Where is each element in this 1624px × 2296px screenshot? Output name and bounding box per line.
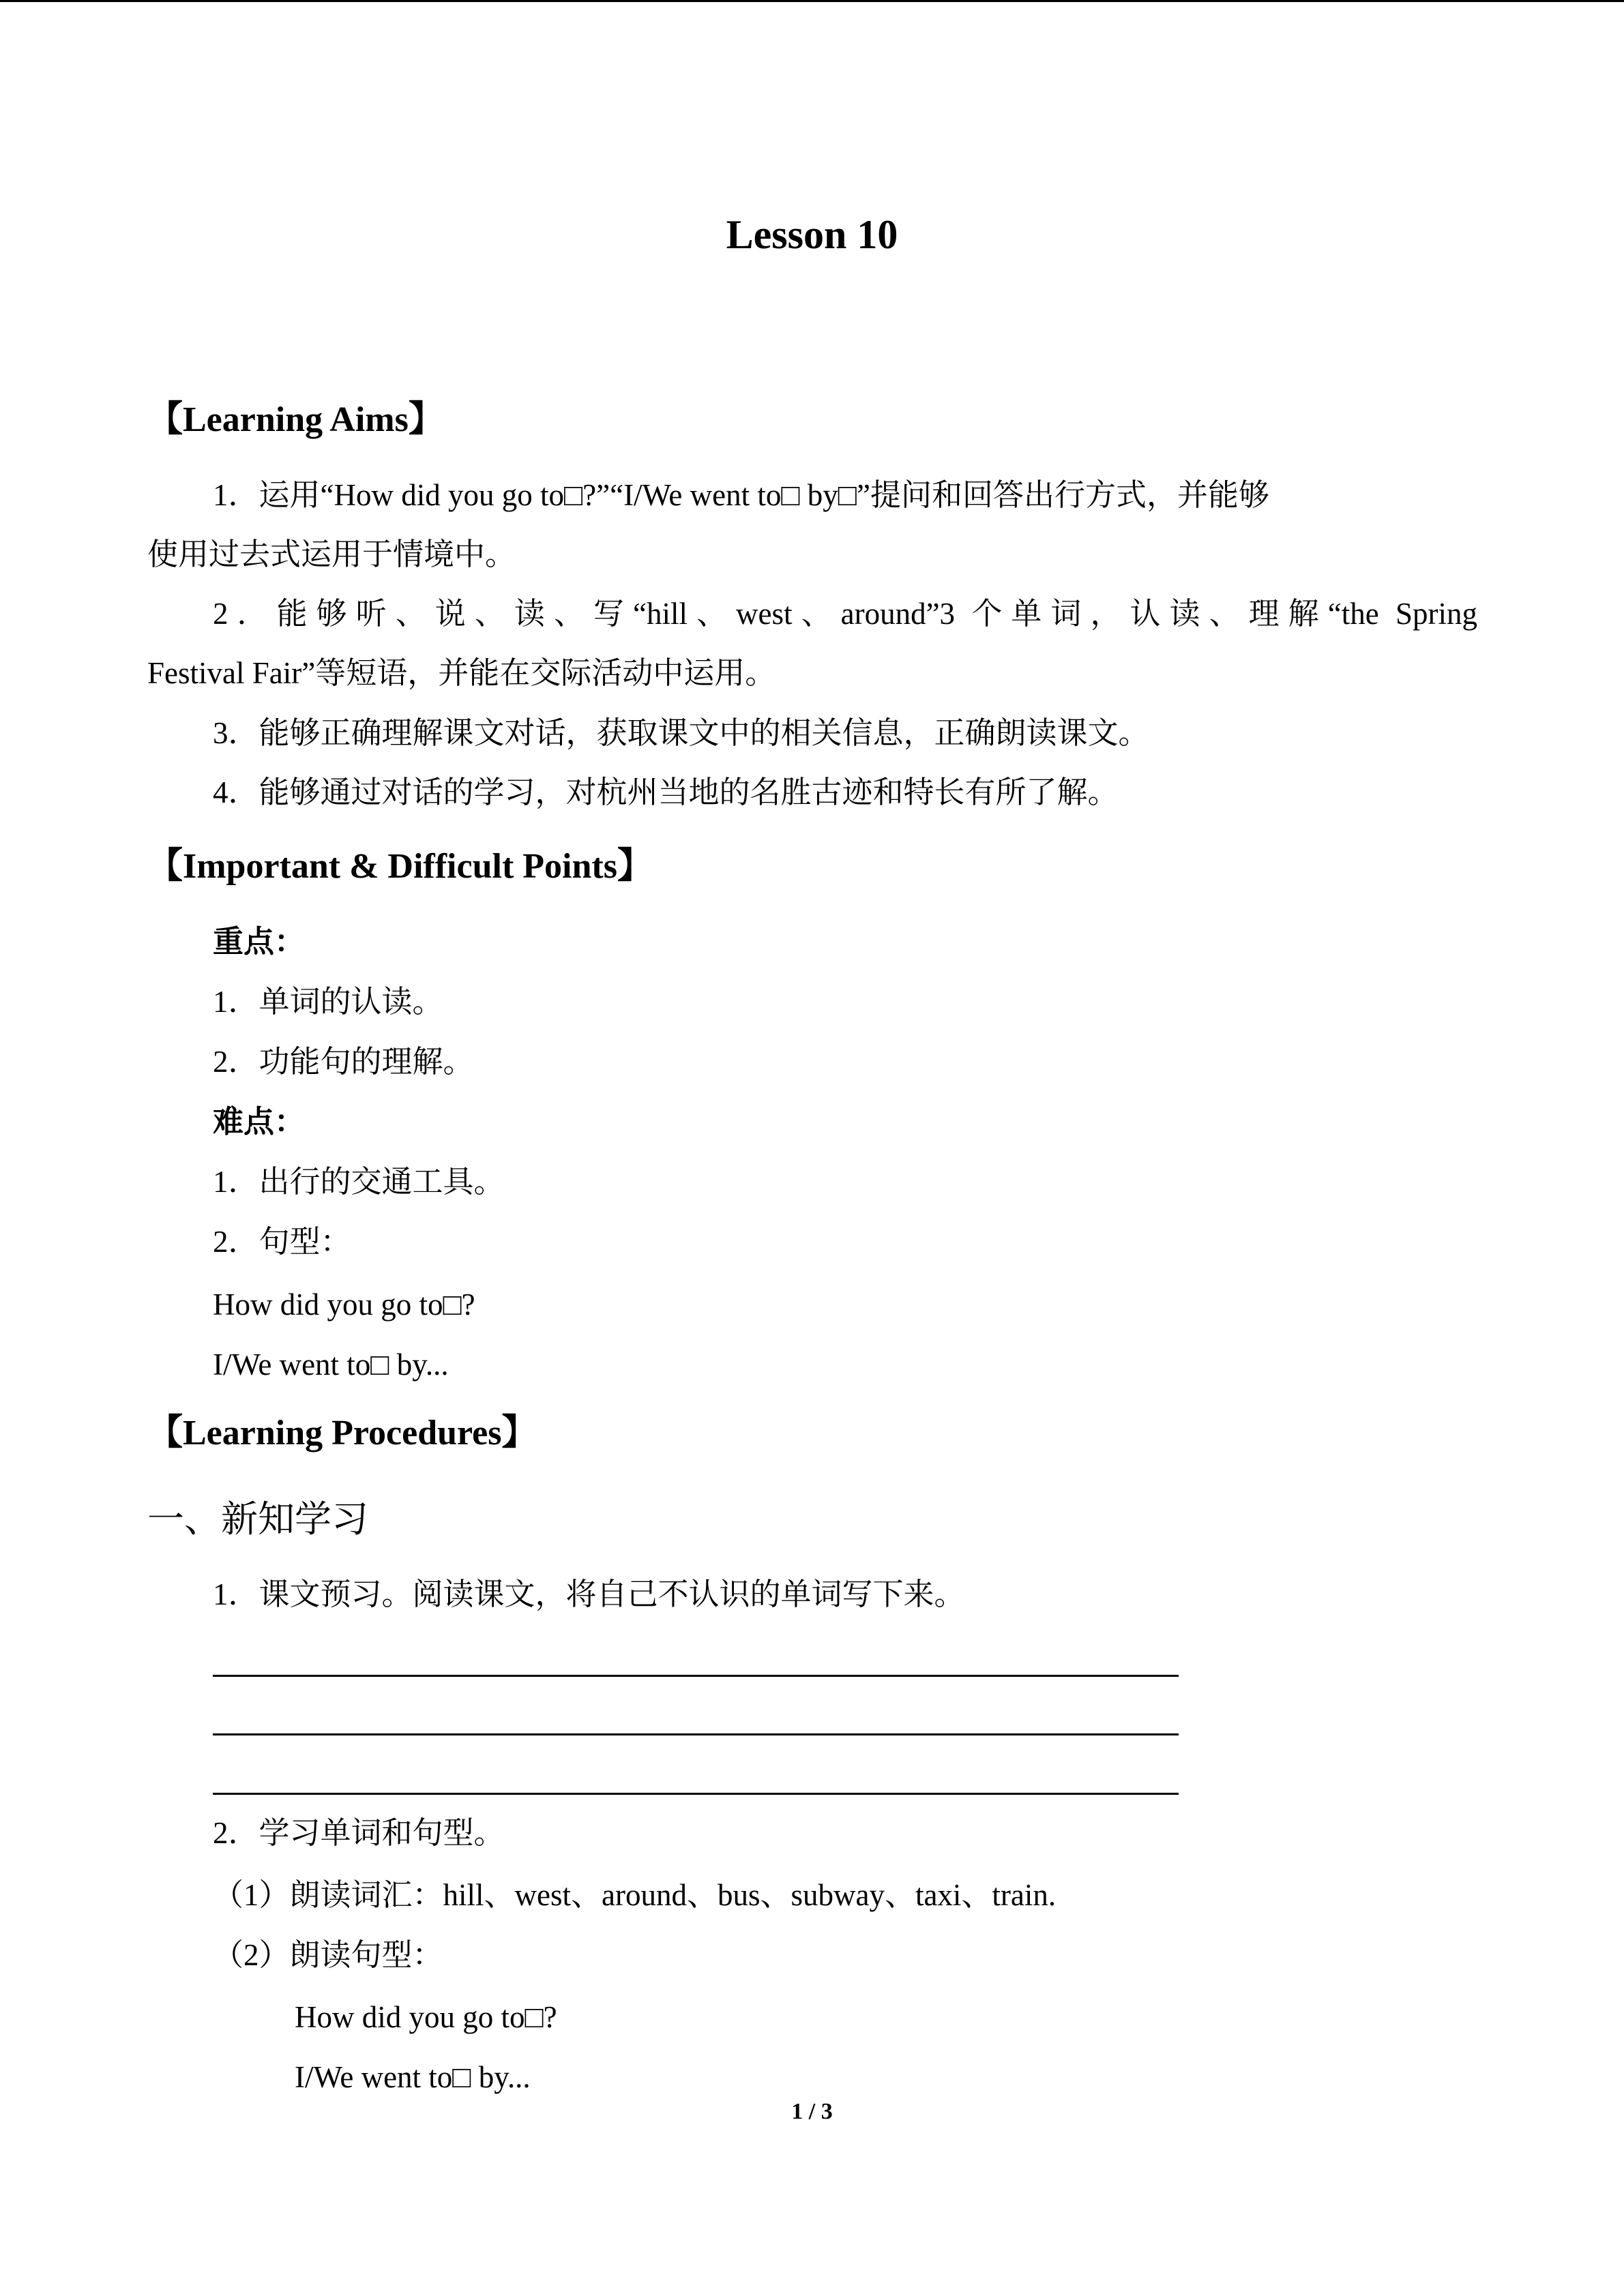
top-border-rule [0, 0, 1624, 2]
key-point-item-2: 2．功能句的理解。 [213, 1045, 474, 1079]
difficult-points-label: 难点： [213, 1105, 306, 1139]
key-points-label: 重点： [213, 925, 306, 959]
pattern-sentence-2: I/We went to□ by... [213, 1347, 449, 1382]
practice-sentence-1: How did you go to□? [295, 2000, 557, 2034]
practice-sentence-2: I/We went to□ by... [295, 2060, 531, 2094]
pattern-sentence-1: How did you go to□? [213, 1287, 475, 1322]
difficult-point-item-2: 2．句型： [213, 1225, 351, 1259]
task-2-sub-2: （2）朗读句型： [213, 1938, 443, 1972]
key-point-item-1: 1．单词的认读。 [213, 985, 443, 1019]
aim-item-2-line-2: Festival Fair”等短语，并能在交际活动中运用。 [147, 656, 776, 690]
task-2-text: 2．学习单词和句型。 [213, 1816, 505, 1850]
important-difficult-heading: 【Important & Difficult Points】 [147, 847, 653, 886]
aim-item-4: 4．能够通过对话的学习，对杭州当地的名胜古迹和特长有所了解。 [213, 775, 1119, 809]
aim-item-3: 3．能够正确理解课文对话，获取课文中的相关信息，正确朗读课文。 [213, 716, 1149, 750]
page-title: Lesson 10 [726, 212, 898, 257]
page-number: 1 / 3 [791, 2099, 833, 2124]
part-one-title: 一、新知学习 [147, 1499, 368, 1540]
answer-blank-line-3 [213, 1793, 1179, 1795]
task-1-text: 1．课文预习。阅读课文，将自己不认识的单词写下来。 [213, 1577, 965, 1611]
aim-item-1-line-2: 使用过去式运用于情境中。 [147, 537, 516, 571]
aim-item-2-line-1: 2．能够听、说、读、写“hill、west、around”3 个单词，认读、理解“the Spring [213, 597, 1477, 631]
difficult-point-item-1: 1．出行的交通工具。 [213, 1165, 505, 1199]
aim-item-1-line-1: 1．运用“How did you go to□?”“I/We went to□ by□”提问和回答出行方式，并能够 [213, 478, 1269, 512]
task-2-sub-1: （1）朗读词汇：hill、west、around、bus、subway、taxi、train. [213, 1878, 1057, 1912]
learning-procedures-heading: 【Learning Procedures】 [147, 1414, 537, 1452]
answer-blank-line-1 [213, 1675, 1179, 1677]
learning-aims-heading: 【Learning Aims】 [147, 400, 444, 439]
answer-blank-line-2 [213, 1733, 1179, 1735]
